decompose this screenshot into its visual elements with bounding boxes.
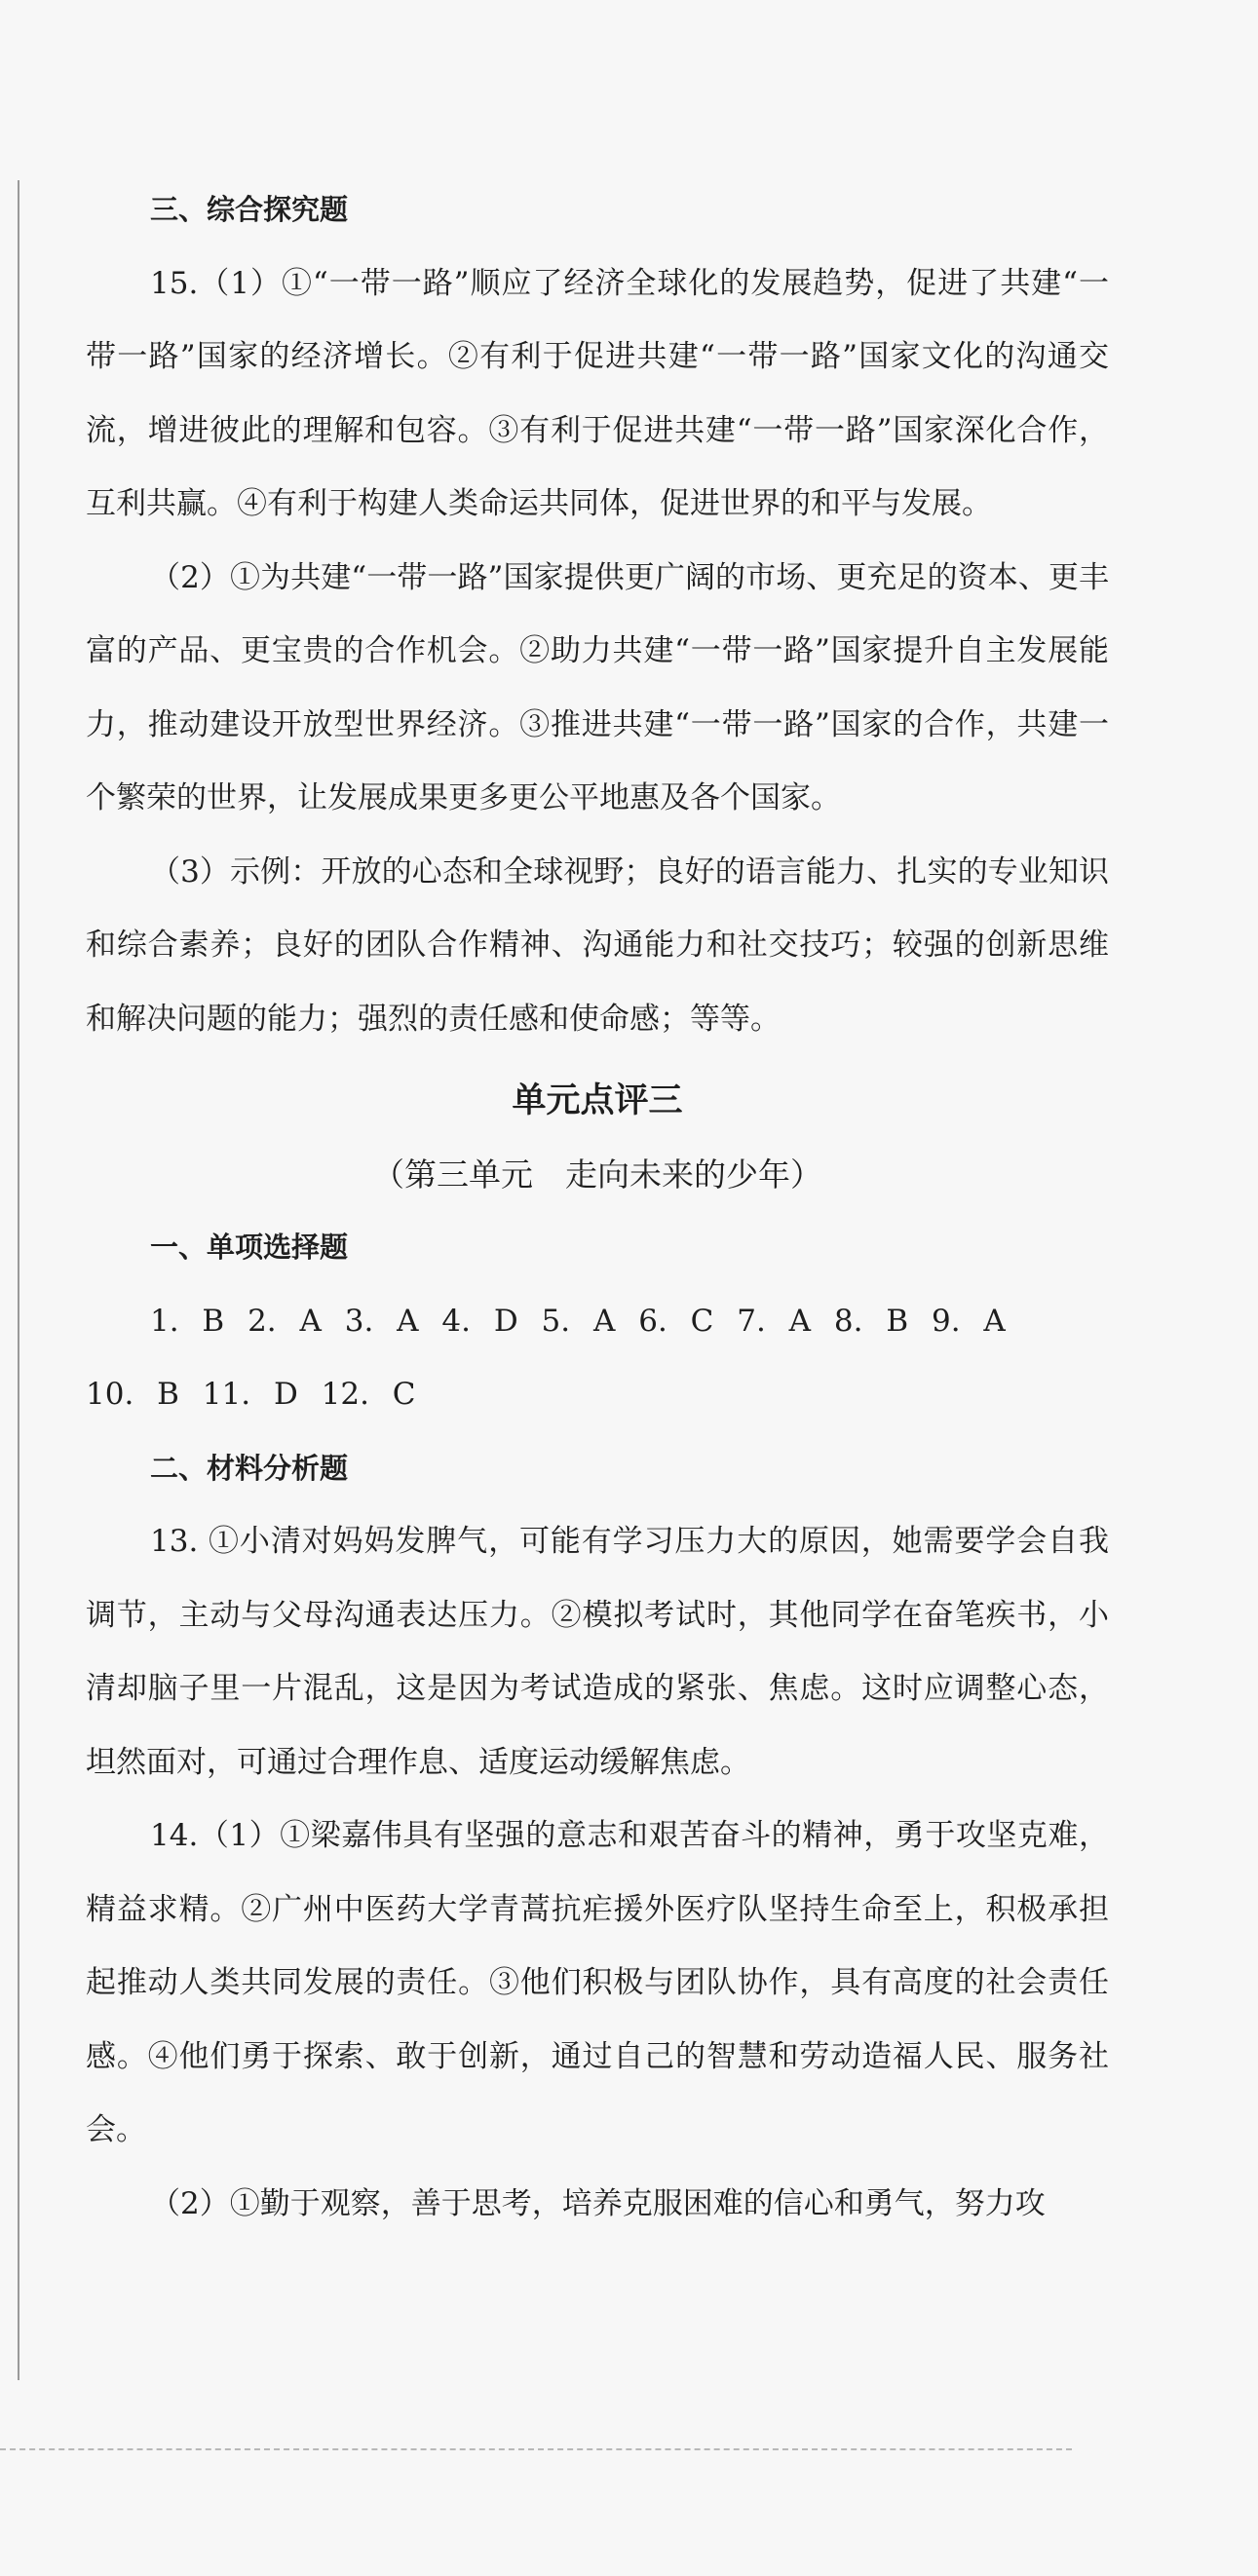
section-heading-material-analysis: 二、材料分析题	[150, 1451, 349, 1485]
q14-part2: （2）①勤于观察，善于思考，培养克服困难的信心和勇气，努力攻	[150, 2185, 1046, 2221]
unit-subtitle: （第三单元 走向未来的少年）	[372, 1155, 822, 1193]
answers-line-1: 1. B 2. A 3. A 4. D 5. A 6. C 7. A 8. B 9. A	[150, 1303, 1006, 1339]
answers-line-2: 10. B 11. D 12. C	[86, 1377, 416, 1412]
bottom-dashed-rule	[0, 2448, 1072, 2450]
q15-part2: （2）①为共建“一带一路”国家提供更广阔的市场、更充足的资本、更丰富的产品、更宝贵的合作机会。②助力共建“一带一路”国家提升自主发展能力，推动建设开放型世界经济。③推进共建“一带一路”国家的合作，共建一个繁荣的世界，让发展成果更多更公平地惠及各个国家。	[86, 559, 1109, 815]
section-heading-single-choice: 一、单项选择题	[150, 1231, 349, 1264]
q15-part1: 15.（1）①“一带一路”顺应了经济全球化的发展趋势，促进了共建“一带一路”国家的经济增长。②有利于促进共建“一带一路”国家文化的沟通交流，增进彼此的理解和包容。③有利于促进共建“一带一路”国家深化合作，互利共赢。④有利于构建人类命运共同体，促进世界的和平与发展。	[86, 265, 1109, 521]
q15-part3: （3）示例：开放的心态和全球视野；良好的语言能力、扎实的专业知识和综合素养；良好的团队合作精神、沟通能力和社交技巧；较强的创新思维和解决问题的能力；强烈的责任感和使命感；等等。	[86, 853, 1109, 1037]
q13-answer: 13. ①小清对妈妈发脾气，可能有学习压力大的原因，她需要学会自我调节，主动与父母沟通表达压力。②模拟考试时，其他同学在奋笔疾书，小清却脑子里一片混乱，这是因为考试造成的紧张、焦虑。这时应调整心态，坦然面对，可通过合理作息、适度运动缓解焦虑。	[86, 1524, 1109, 1780]
section-heading-comprehensive: 三、综合探究题	[150, 193, 349, 226]
left-margin-rule	[18, 180, 19, 2380]
page-content	[86, 173, 1109, 2241]
q14-part1: 14.（1）①梁嘉伟具有坚强的意志和艰苦奋斗的精神，勇于攻坚克难，精益求精。②广州中医药大学青蒿抗疟援外医疗队坚持生命至上，积极承担起推动人类共同发展的责任。③他们积极与团队协作，具有高度的社会责任感。④他们勇于探索、敢于创新，通过自己的智慧和劳动造福人民、服务社会。	[86, 1818, 1109, 2147]
unit-title: 单元点评三	[512, 1080, 683, 1120]
